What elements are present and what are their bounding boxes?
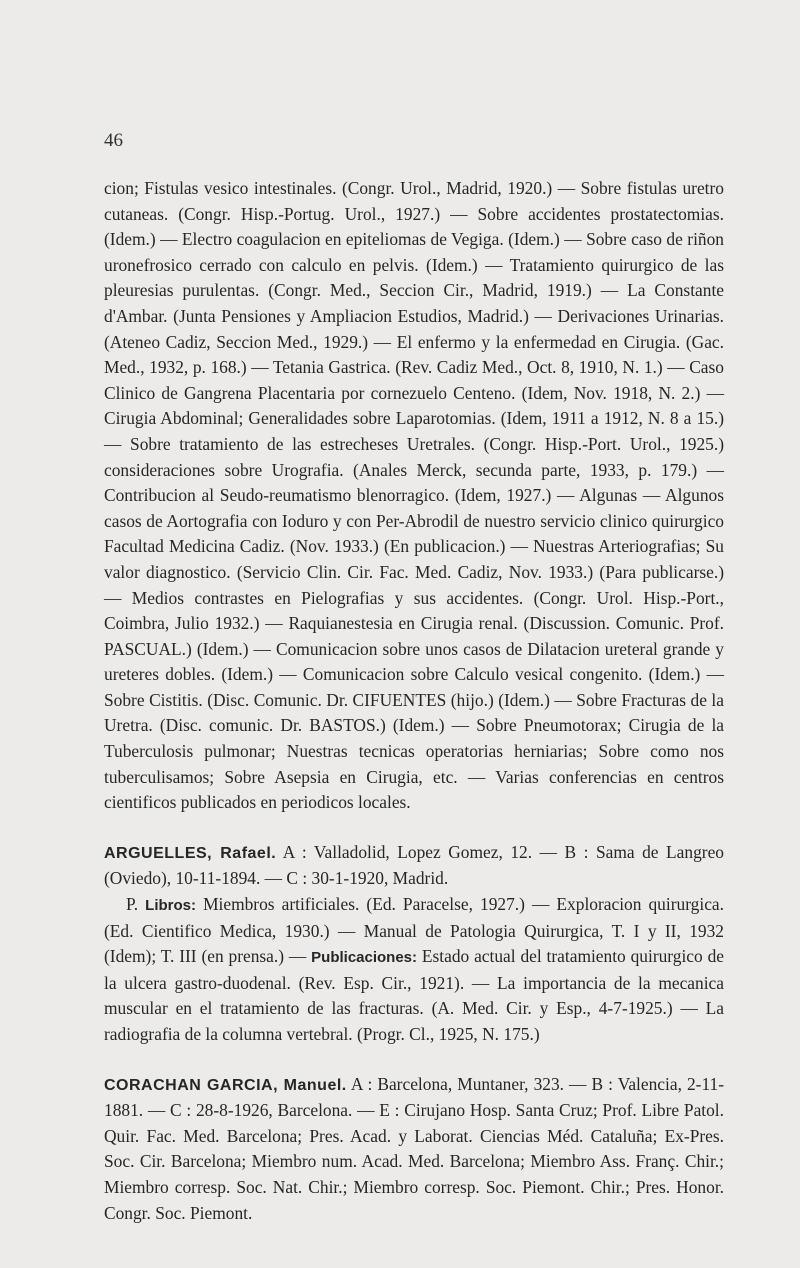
arguelles-libros-label: Libros: <box>145 897 196 915</box>
corachan-entry <box>104 1072 724 1227</box>
arguelles-libros: Miembros artificiales. (Ed. Paracelse, 1927.) — Exploracion quirurgica. (Ed. Cientifico Medica, 1930.) — Manual de Patologia Quirurgica, T. I y II, 1932 (Idem); T. III (en prensa.) — <box>104 894 724 967</box>
arguelles-publicaciones: Estado actual del tratamiento quirurgico de la ulcera gastro-duodenal. (Rev. Esp. Cir., 1921). — La importancia de la mecanica muscular en el tratamiento de las fracturas. (A. Med. Cir. y Esp., 4-7-1925.) — La radiografia de la columna vertebral. (Progr. Cl., 1925, N. 175.) <box>104 946 724 1044</box>
arguelles-publicaciones-label: Publicaciones: <box>311 949 418 967</box>
page-content <box>104 176 724 1226</box>
arguelles-info: A : Valladolid, Lopez Gomez, 12. — B : Sama de Langreo (Oviedo), 10-11-1894. — C : 30-1-1920, Madrid. <box>104 841 724 889</box>
arguelles-p-marker: P. <box>126 894 146 915</box>
page-number: 46 <box>104 130 123 151</box>
corachan-info: A : Barcelona, Muntaner, 323. — B : Valencia, 2-11-1881. — C : 28-8-1926, Barcelona. — E : Cirujano Hosp. Santa Cruz; Prof. Libre Patol. Quir. Fac. Med. Barcelona; Pres. Acad. y Laborat. Ciencias Méd. Cataluña; Ex-Pres. Soc. Cir. Barcelona; Miembro num. Acad. Med. Barcelona; Miembro Ass. Franç. Chir.; Miembro corresp. Soc. Nat. Chir.; Miembro corresp. Soc. Piemont. Chir.; Pres. Honor. Congr. Soc. Piemont. <box>104 1073 724 1223</box>
corachan-name: CORACHAN GARCIA, Manuel. <box>104 1076 347 1094</box>
arguelles-name: ARGUELLES, Rafael. <box>104 844 277 862</box>
arguelles-entry-header <box>104 840 724 892</box>
arguelles-publications <box>104 892 724 1048</box>
continued-bibliography-paragraph: cion; Fistulas vesico intestinales. (Congr. Urol., Madrid, 1920.) — Sobre fistulas uretro cutaneas. (Congr. Hisp.-Portug. Urol., 1927.) — Sobre accidentes prostatectomias. (Idem.) — Electro coagulacion en epiteliomas de Vegiga. (Idem.) — Sobre caso de riñon uronefrosico cerrado con calculo en pelvis. (Idem.) — Tratamiento quirurgico de las pleuresias purulentas. (Congr. Med., Seccion Cir., Madrid, 1919.) — La Constante d'Ambar. (Junta Pensiones y Ampliacion Estudios, Madrid.) — Derivaciones Urinarias. (Ateneo Cadiz, Seccion Med., 1929.) — El enfermo y la enfermedad en Cirugia. (Gac. Med., 1932, p. 168.) — Tetania Gastrica. (Rev. Cadiz Med., Oct. 8, 1910, N. 1.) — Caso Clinico de Gangrena Placentaria por cornezuelo Centeno. (Idem, Nov. 1918, N. 2.) — Cirugia Abdominal; Generalidades sobre Laparotomias. (Idem, 1911 a 1912, N. 8 a 15.) — Sobre tratamiento de las estrecheses Uretrales. (Congr. Hisp.-Port. Urol., 1925.) consideraciones sobre Urografia. (Anales Merck, secunda parte, 1933, p. 179.) — Contribucion al Seudo-reumatismo blenorragico. (Idem, 1927.) — Algunas — Algunos casos de Aortografia con Ioduro y con Per-Abrodil de nuestro servicio clinico quirurgico Facultad Medicina Cadiz. (Nov. 1933.) (En publicacion.) — Nuestras Arteriografias; Su valor diagnostico. (Servicio Clin. Cir. Fac. Med. Cadiz, Nov. 1933.) (Para publicarse.) — Medios contrastes en Pielografias y sus accidentes. (Congr. Urol. Hisp.-Port., Coimbra, Julio 1932.) — Raquianestesia en Cirugia renal. (Discussion. Comunic. Prof. PASCUAL.) (Idem.) — Comunicacion sobre unos casos de Dilatacion ureteral grande y ureteres dobles. (Idem.) — Comunicacion sobre Calculo vesical congenito. (Idem.) — Sobre Cistitis. (Disc. Comunic. Dr. CIFUENTES (hijo.) (Idem.) — Sobre Fracturas de la Uretra. (Disc. comunic. Dr. BASTOS.) (Idem.) — Sobre Pneumotorax; Cirugia de la Tuberculosis pulmonar; Nuestras tecnicas operatorias herniarias; Sobre como nos tuberculisamos; Sobre Asepsia en Cirugia, etc. — Varias conferencias en centros cientificos publicados en periodicos locales. <box>104 178 724 813</box>
